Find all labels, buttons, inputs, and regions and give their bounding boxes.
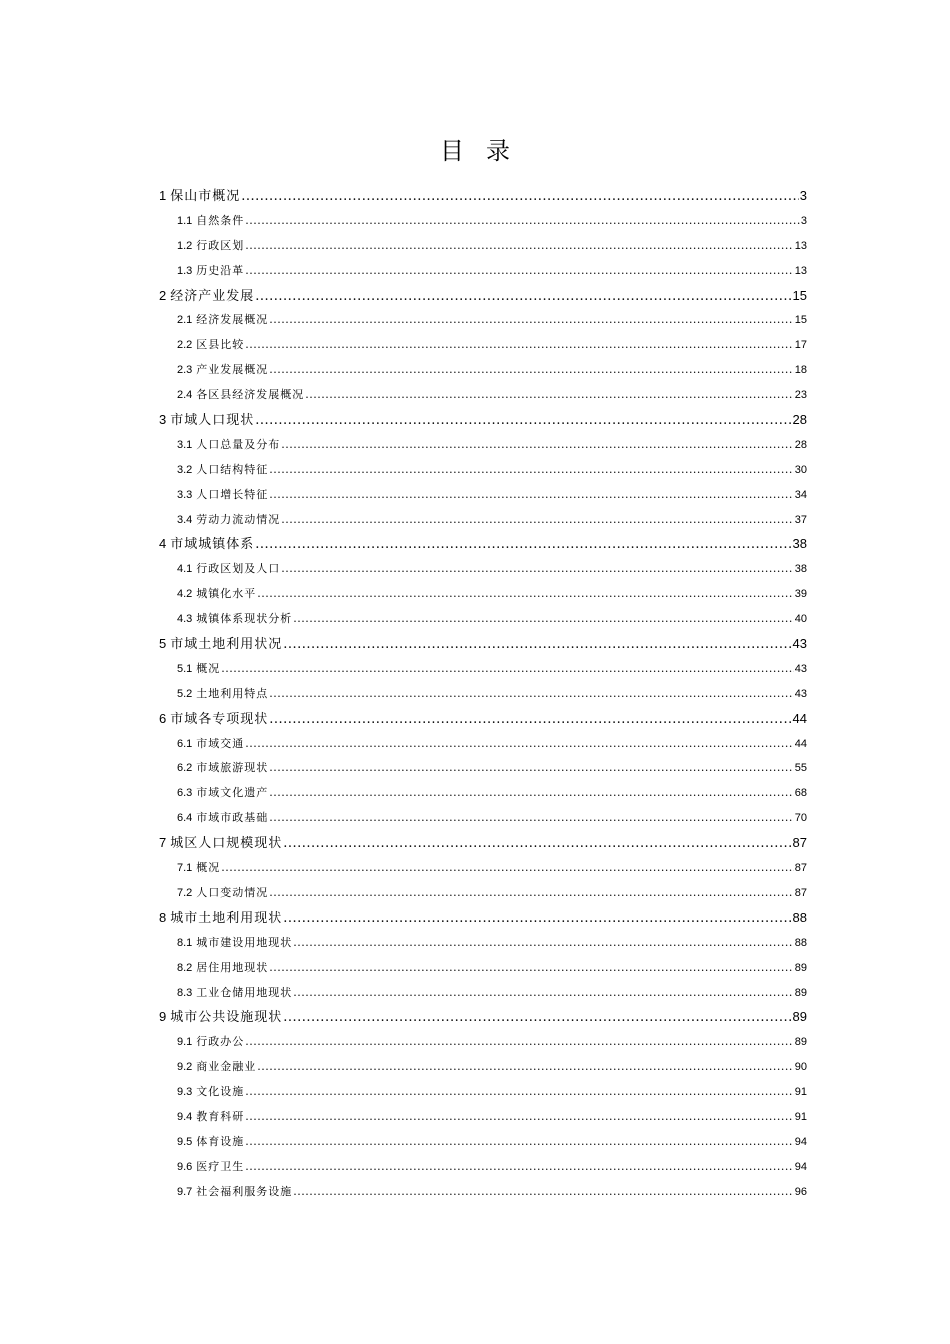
- toc-entry-page-number: 38: [794, 563, 807, 576]
- toc-entry-number: 9.5: [177, 1135, 193, 1148]
- toc-entry-leader: [241, 185, 799, 209]
- toc-entry-number: 3.1: [177, 438, 193, 451]
- toc-entry-leader: [245, 333, 793, 358]
- toc-entry-leader: [293, 981, 793, 1006]
- toc-entry-title: 城镇体系现状分析: [196, 612, 293, 626]
- toc-entry-number: 1: [159, 188, 167, 203]
- toc-entry-title: 市域城镇体系: [170, 537, 255, 553]
- toc-entry-leader: [269, 708, 791, 732]
- toc-entry-title: 城区人口规模现状: [170, 836, 283, 852]
- toc-entry-number: 5.1: [177, 662, 193, 675]
- toc-entry-number: 8: [159, 909, 167, 925]
- toc-entry-leader: [245, 1155, 793, 1180]
- toc-entry-leader: [269, 756, 793, 781]
- toc-entry-title: 商业金融业: [196, 1060, 257, 1074]
- toc-chapter-entry[interactable]: [159, 532, 807, 557]
- toc-entry-title: 保山市概况: [170, 189, 241, 204]
- toc-entry-number: 6.1: [177, 737, 193, 750]
- toc-section-entry[interactable]: [159, 1080, 807, 1105]
- toc-entry-title: 经济发展概况: [196, 313, 269, 327]
- toc-entry-number: 9.1: [177, 1036, 193, 1049]
- toc-chapter-entry[interactable]: [159, 408, 807, 433]
- toc-entry-number: 2.4: [177, 389, 193, 402]
- toc-entry-title: 产业发展概况: [196, 363, 269, 377]
- toc-entry-title: 各区县经济发展概况: [196, 388, 305, 402]
- toc-entry-leader: [269, 682, 793, 707]
- toc-entry-title: 行政区划及人口: [196, 562, 281, 576]
- toc-section-entry[interactable]: [159, 433, 807, 458]
- toc-entry-page-number: 13: [794, 264, 807, 277]
- toc-entry-title: 市域旅游现状: [196, 761, 269, 775]
- toc-entry-number: 4: [159, 536, 167, 552]
- toc-entry-number: 9: [159, 1009, 167, 1025]
- toc-entry-title: 城镇化水平: [196, 587, 257, 601]
- toc-entry-page-number: 3: [799, 188, 807, 203]
- toc-entry-title: 市域交通: [196, 736, 245, 750]
- toc-entry-title: 劳动力流动情况: [196, 512, 281, 526]
- toc-entry-page-number: 28: [792, 412, 807, 428]
- toc-entry-page-number: 28: [794, 438, 807, 451]
- toc-section-entry[interactable]: [159, 607, 807, 632]
- toc-entry-page-number: 37: [794, 513, 807, 526]
- toc-entry-number: 9.2: [177, 1061, 193, 1074]
- toc-section-entry[interactable]: [159, 1030, 807, 1055]
- toc-entry-leader: [245, 234, 793, 259]
- toc-entry-leader: [257, 582, 793, 607]
- toc-entry-page-number: 96: [794, 1185, 807, 1198]
- toc-entry-number: 5.2: [177, 687, 193, 700]
- toc-entry-page-number: 68: [794, 787, 807, 800]
- toc-entry-page-number: 44: [792, 710, 807, 726]
- toc-section-entry[interactable]: [159, 333, 807, 358]
- toc-entry-leader: [245, 732, 793, 757]
- toc-entry-page-number: 13: [794, 239, 807, 252]
- table-of-contents: [159, 184, 807, 1205]
- toc-entry-leader: [257, 1055, 793, 1080]
- toc-entry-page-number: 94: [794, 1160, 807, 1173]
- toc-chapter-entry[interactable]: [159, 184, 807, 209]
- toc-entry-title: 体育设施: [196, 1134, 245, 1148]
- toc-entry-title: 医疗卫生: [196, 1159, 245, 1173]
- toc-entry-number: 9.4: [177, 1110, 193, 1123]
- toc-entry-leader: [283, 633, 791, 657]
- toc-entry-page-number: 91: [794, 1110, 807, 1123]
- toc-section-entry[interactable]: [159, 881, 807, 906]
- toc-entry-title: 经济产业发展: [170, 288, 255, 304]
- toc-entry-number: 8.3: [177, 986, 193, 999]
- toc-entry-leader: [255, 409, 791, 433]
- toc-entry-page-number: 38: [792, 536, 807, 552]
- toc-section-entry[interactable]: [159, 981, 807, 1006]
- toc-entry-page-number: 44: [794, 737, 807, 750]
- toc-entry-leader: [293, 607, 793, 632]
- toc-entry-page-number: 89: [794, 961, 807, 974]
- toc-entry-number: 3.2: [177, 463, 193, 476]
- toc-entry-title: 区县比较: [196, 338, 245, 352]
- toc-entry-leader: [269, 458, 793, 483]
- toc-entry-title: 教育科研: [196, 1109, 245, 1123]
- toc-entry-number: 3.3: [177, 488, 193, 501]
- toc-entry-leader: [255, 285, 791, 309]
- toc-entry-number: 7.1: [177, 862, 193, 875]
- toc-entry-title: 市域人口现状: [170, 413, 255, 429]
- toc-entry-leader: [283, 907, 791, 931]
- toc-entry-title: 自然条件: [196, 213, 245, 227]
- toc-entry-leader: [269, 881, 793, 906]
- toc-entry-leader: [255, 533, 791, 557]
- toc-entry-leader: [269, 483, 793, 508]
- toc-section-entry[interactable]: [159, 956, 807, 981]
- toc-entry-number: 8.2: [177, 961, 193, 974]
- toc-entry-page-number: 39: [794, 588, 807, 601]
- toc-entry-page-number: 88: [794, 936, 807, 949]
- toc-entry-page-number: 40: [794, 613, 807, 626]
- toc-entry-page-number: 87: [794, 886, 807, 899]
- toc-entry-leader: [245, 259, 793, 284]
- toc-entry-leader: [293, 1180, 793, 1205]
- toc-entry-title: 居住用地现状: [196, 960, 269, 974]
- toc-entry-title: 城市土地利用现状: [170, 910, 283, 926]
- toc-section-entry[interactable]: [159, 1180, 807, 1205]
- toc-entry-number: 2.1: [177, 314, 193, 327]
- toc-entry-leader: [245, 1080, 793, 1105]
- toc-entry-page-number: 30: [794, 463, 807, 476]
- toc-section-entry[interactable]: [159, 1130, 807, 1155]
- toc-entry-title: 人口增长特征: [196, 487, 269, 501]
- toc-entry-number: 6.3: [177, 787, 193, 800]
- toc-entry-page-number: 87: [792, 835, 807, 851]
- toc-entry-leader: [269, 806, 793, 831]
- toc-entry-leader: [245, 209, 800, 234]
- toc-section-entry[interactable]: [159, 682, 807, 707]
- toc-chapter-entry[interactable]: [159, 906, 807, 931]
- toc-entry-title: 历史沿革: [196, 263, 245, 277]
- toc-entry-leader: [221, 657, 793, 682]
- toc-entry-title: 概况: [196, 861, 221, 875]
- toc-chapter-entry[interactable]: [159, 831, 807, 856]
- toc-section-entry[interactable]: [159, 1105, 807, 1130]
- toc-entry-title: 市域各专项现状: [170, 711, 269, 727]
- toc-entry-title: 市域市政基础: [196, 811, 269, 825]
- toc-entry-number: 2: [159, 287, 167, 303]
- toc-entry-number: 5: [159, 636, 167, 652]
- toc-entry-title: 概况: [196, 661, 221, 675]
- toc-entry-number: 7.2: [177, 886, 193, 899]
- toc-entry-title: 行政办公: [196, 1035, 245, 1049]
- toc-entry-leader: [269, 781, 793, 806]
- toc-entry-number: 1.1: [177, 214, 193, 227]
- toc-entry-number: 1.3: [177, 264, 193, 277]
- toc-entry-title: 市域土地利用状况: [170, 637, 283, 653]
- toc-entry-title: 工业仓储用地现状: [196, 985, 293, 999]
- toc-section-entry[interactable]: [159, 358, 807, 383]
- toc-entry-page-number: 89: [792, 1009, 807, 1025]
- toc-entry-title: 城市公共设施现状: [170, 1010, 283, 1026]
- toc-section-entry[interactable]: [159, 234, 807, 259]
- toc-entry-number: 9.3: [177, 1086, 193, 1099]
- toc-entry-leader: [245, 1105, 793, 1130]
- toc-section-entry[interactable]: [159, 483, 807, 508]
- toc-entry-page-number: 34: [794, 488, 807, 501]
- toc-entry-page-number: 55: [794, 762, 807, 775]
- toc-entry-title: 社会福利服务设施: [196, 1184, 293, 1198]
- toc-entry-title: 人口变动情况: [196, 885, 269, 899]
- toc-entry-leader: [269, 956, 793, 981]
- toc-entry-number: 3: [159, 412, 167, 428]
- toc-section-entry[interactable]: [159, 856, 807, 881]
- toc-entry-leader: [245, 1030, 793, 1055]
- toc-section-entry[interactable]: [159, 508, 807, 533]
- toc-entry-number: 2.2: [177, 339, 193, 352]
- toc-entry-leader: [269, 308, 793, 333]
- toc-entry-page-number: 15: [794, 314, 807, 327]
- toc-section-entry[interactable]: [159, 806, 807, 831]
- page-title: 目录: [440, 137, 532, 165]
- toc-entry-page-number: 18: [794, 364, 807, 377]
- toc-entry-title: 土地利用特点: [196, 686, 269, 700]
- toc-section-entry[interactable]: [159, 732, 807, 757]
- toc-section-entry[interactable]: [159, 557, 807, 582]
- toc-chapter-entry[interactable]: [159, 284, 807, 309]
- toc-chapter-entry[interactable]: [159, 1005, 807, 1030]
- toc-section-entry[interactable]: [159, 209, 807, 234]
- toc-entry-leader: [269, 358, 793, 383]
- toc-chapter-entry[interactable]: [159, 707, 807, 732]
- toc-entry-title: 城市建设用地现状: [196, 935, 293, 949]
- toc-entry-page-number: 88: [792, 909, 807, 925]
- toc-entry-leader: [281, 557, 793, 582]
- toc-entry-page-number: 23: [794, 389, 807, 402]
- toc-entry-page-number: 43: [792, 636, 807, 652]
- toc-chapter-entry[interactable]: [159, 632, 807, 657]
- toc-section-entry[interactable]: [159, 582, 807, 607]
- toc-section-entry[interactable]: [159, 1055, 807, 1080]
- toc-section-entry[interactable]: [159, 756, 807, 781]
- toc-entry-title: 文化设施: [196, 1085, 245, 1099]
- toc-entry-number: 1.2: [177, 239, 193, 252]
- toc-entry-page-number: 87: [794, 862, 807, 875]
- toc-entry-page-number: 70: [794, 812, 807, 825]
- toc-entry-page-number: 3: [800, 214, 807, 227]
- toc-entry-leader: [221, 856, 793, 881]
- toc-entry-number: 3.4: [177, 513, 193, 526]
- toc-entry-title: 人口结构特征: [196, 462, 269, 476]
- toc-section-entry[interactable]: [159, 781, 807, 806]
- toc-section-entry[interactable]: [159, 931, 807, 956]
- toc-entry-leader: [305, 383, 793, 408]
- toc-entry-page-number: 43: [794, 687, 807, 700]
- toc-entry-number: 6: [159, 710, 167, 726]
- toc-entry-page-number: 17: [794, 339, 807, 352]
- toc-section-entry[interactable]: [159, 383, 807, 408]
- toc-entry-page-number: 89: [794, 1036, 807, 1049]
- toc-entry-page-number: 15: [792, 287, 807, 303]
- toc-entry-page-number: 90: [794, 1061, 807, 1074]
- toc-entry-leader: [245, 1130, 793, 1155]
- toc-entry-number: 6.2: [177, 762, 193, 775]
- toc-entry-leader: [283, 1006, 791, 1030]
- toc-section-entry[interactable]: [159, 308, 807, 333]
- toc-entry-number: 4.1: [177, 563, 193, 576]
- toc-entry-page-number: 43: [794, 662, 807, 675]
- toc-entry-number: 4.2: [177, 588, 193, 601]
- toc-entry-number: 4.3: [177, 613, 193, 626]
- toc-entry-number: 6.4: [177, 812, 193, 825]
- toc-entry-leader: [281, 508, 793, 533]
- toc-entry-leader: [283, 832, 791, 856]
- toc-entry-title: 人口总量及分布: [196, 437, 281, 451]
- toc-entry-leader: [293, 931, 793, 956]
- toc-entry-number: 8.1: [177, 936, 193, 949]
- toc-entry-title: 行政区划: [196, 238, 245, 252]
- toc-entry-leader: [281, 433, 793, 458]
- toc-section-entry[interactable]: [159, 458, 807, 483]
- toc-entry-page-number: 91: [794, 1086, 807, 1099]
- toc-section-entry[interactable]: [159, 657, 807, 682]
- toc-section-entry[interactable]: [159, 1155, 807, 1180]
- toc-entry-page-number: 89: [794, 986, 807, 999]
- toc-entry-number: 2.3: [177, 364, 193, 377]
- toc-entry-number: 9.6: [177, 1160, 193, 1173]
- toc-entry-page-number: 94: [794, 1135, 807, 1148]
- toc-entry-number: 7: [159, 835, 167, 851]
- toc-entry-number: 9.7: [177, 1185, 193, 1198]
- toc-section-entry[interactable]: [159, 259, 807, 284]
- toc-entry-title: 市域文化遗产: [196, 786, 269, 800]
